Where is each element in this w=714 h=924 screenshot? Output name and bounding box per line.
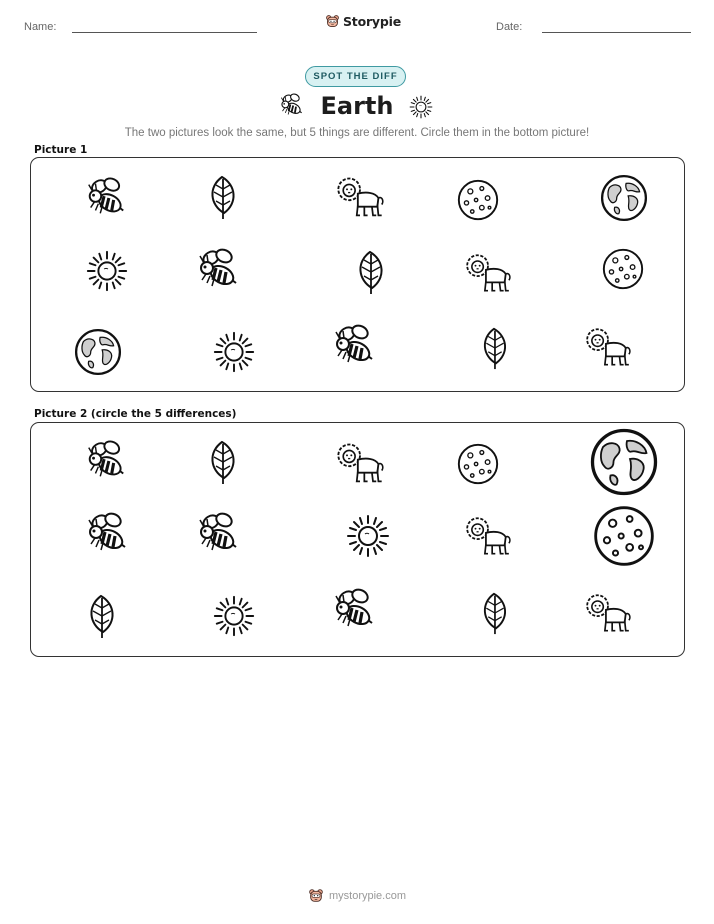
sun-icon[interactable]	[344, 512, 392, 560]
leaf-icon	[346, 248, 394, 296]
moon-icon	[455, 177, 501, 223]
leaf-icon	[471, 325, 517, 371]
globe-icon[interactable]	[588, 426, 660, 498]
bee-icon	[330, 322, 378, 370]
name-line[interactable]	[72, 32, 257, 33]
bee-icon[interactable]	[330, 586, 378, 634]
spot-the-diff-badge: SPOT THE DIFF	[305, 66, 406, 87]
globe-icon	[599, 173, 649, 223]
leaf-icon	[198, 173, 246, 221]
footer	[0, 888, 714, 904]
sun-icon	[211, 329, 257, 375]
bee-icon	[194, 246, 242, 294]
lion-icon	[583, 323, 633, 373]
leaf-icon[interactable]	[198, 438, 246, 486]
page-title: Earth	[320, 92, 394, 120]
moon-icon	[600, 246, 646, 292]
picture1-label: Picture 1	[34, 144, 88, 156]
sun-icon[interactable]	[211, 593, 257, 639]
lion-icon[interactable]	[583, 589, 633, 639]
mascot-icon	[308, 888, 324, 904]
instructions: The two pictures look the same, but 5 things are different. Circle them in the bottom picture!	[124, 127, 590, 139]
mascot-icon	[325, 14, 340, 29]
sun-icon	[84, 248, 130, 294]
lion-icon	[334, 172, 386, 224]
bee-icon	[83, 175, 129, 221]
picture2-label: Picture 2 (circle the 5 differences)	[34, 408, 237, 420]
globe-icon	[73, 327, 123, 377]
sun-icon	[408, 94, 434, 120]
bee-icon[interactable]	[83, 510, 131, 558]
leaf-icon[interactable]	[471, 590, 517, 636]
date-line[interactable]	[542, 32, 691, 33]
brand-logo	[325, 14, 401, 29]
date-label: Date:	[496, 21, 523, 33]
moon-icon[interactable]	[590, 502, 658, 570]
bee-icon[interactable]	[194, 510, 242, 558]
lion-icon	[463, 249, 513, 299]
lion-icon[interactable]	[334, 438, 386, 490]
bee-icon[interactable]	[83, 438, 129, 484]
leaf-icon[interactable]	[77, 592, 125, 640]
moon-icon[interactable]	[455, 441, 501, 487]
name-label: Name:	[24, 21, 57, 33]
lion-icon[interactable]	[463, 512, 513, 562]
brand-name: Storypie	[343, 14, 401, 29]
footer-url: mystorypie.com	[328, 890, 407, 902]
